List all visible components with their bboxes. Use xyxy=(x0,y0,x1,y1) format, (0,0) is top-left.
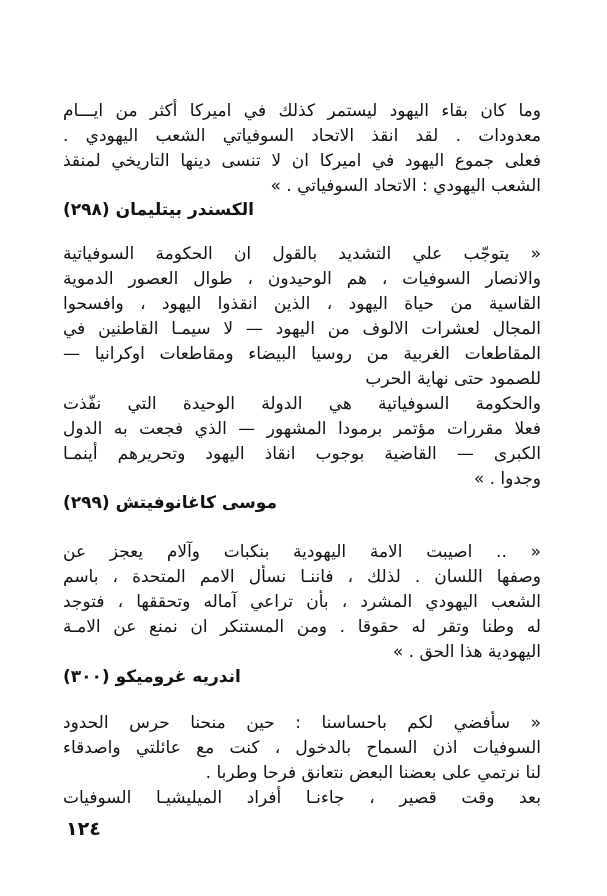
text-line: لنا نرتمي على بعضنا البعض نتعانق فرحا وطربا . xyxy=(205,763,541,783)
text-line: وما كان بقاء اليهود ليستمر كذلك في اميركا أكثر من ايـــام xyxy=(63,101,541,121)
text-line: القاسية من حياة اليهود ، الذين انقذوا اليهود ، وافسحوا xyxy=(63,294,541,314)
text-line: الشعب اليهودي المشرد ، بأن تراعي آماله وتحققها ، فتوجد xyxy=(63,592,541,612)
text-line: وجدوا . » xyxy=(473,469,541,489)
text-line: والانصار السوفيات ، هم الوحيدون ، طوال العصور الدموية xyxy=(63,269,541,289)
text-line: « سأفضي لكم باحساسنا : حين منحنا حرس الحدود xyxy=(63,713,541,733)
text-line: فعلا مقررات مؤتمر برمودا المشهور — الذي فجعت به الدول xyxy=(63,419,541,439)
text-line: اليهودية هذا الحق . » xyxy=(392,642,541,662)
text-line: بعد وقت قصير ، جاءنـا أفراد الميليشيـا السوفيات xyxy=(63,788,541,808)
text-line: الكبرى — القاضية بوجوب انقاذ اليهود وتحريرهم أينمـا xyxy=(63,444,541,464)
text-line: المجال لعشرات الالوف من اليهود — لا سيمـا القاطنين في xyxy=(63,319,541,339)
text-line: فعلى جموع اليهود في اميركا ان لا تنسى دينها التاريخي لمنقذ xyxy=(63,151,541,171)
section-heading xyxy=(63,665,541,691)
section-heading xyxy=(63,198,541,224)
section-heading xyxy=(63,491,541,517)
section-heading-text: الكسندر بيتليمان (٢٩٨) xyxy=(63,200,254,220)
text-line: والحكومة السوفياتية هي الدولة الوحيدة التي نفّذت xyxy=(63,394,541,414)
section-heading-text: اندريه غروميكو (٣٠٠) xyxy=(63,667,241,687)
text-line: له وطنا وتقر له حقوقا . ومن المستنكر ان نمنع عن الامـة xyxy=(63,617,541,637)
text-line: « .. اصيبت الامة اليهودية بنكبات وآلام يعجز عن xyxy=(63,542,541,562)
text-line: المقاطعات الغربية من روسيا البيضاء ومقاطعات اوكرانيا — xyxy=(63,344,541,364)
section-heading-text: موسى كاغانوفيتش (٢٩٩) xyxy=(63,493,277,513)
text-line: وصفها اللسان . لذلك ، فاننـا نسأل الامم المتحدة ، باسم xyxy=(63,567,541,587)
text-line: للصمود حتى نهاية الحرب xyxy=(365,369,541,389)
text-line: الشعب اليهودي : الاتحاد السوفياتي . » xyxy=(270,176,541,196)
text-line: معدودات . لقد انقذ الاتحاد السوفياتي الشعب اليهودي . xyxy=(63,126,541,146)
text-line: « يتوجّب علي التشديد بالقول ان الحكومة السوفياتية xyxy=(63,244,541,264)
text-line: السوفيات اذن السماح بالدخول ، كنت مع عائلتي واصدقاء xyxy=(63,738,541,758)
page-number: ١٢٤ xyxy=(66,818,101,840)
